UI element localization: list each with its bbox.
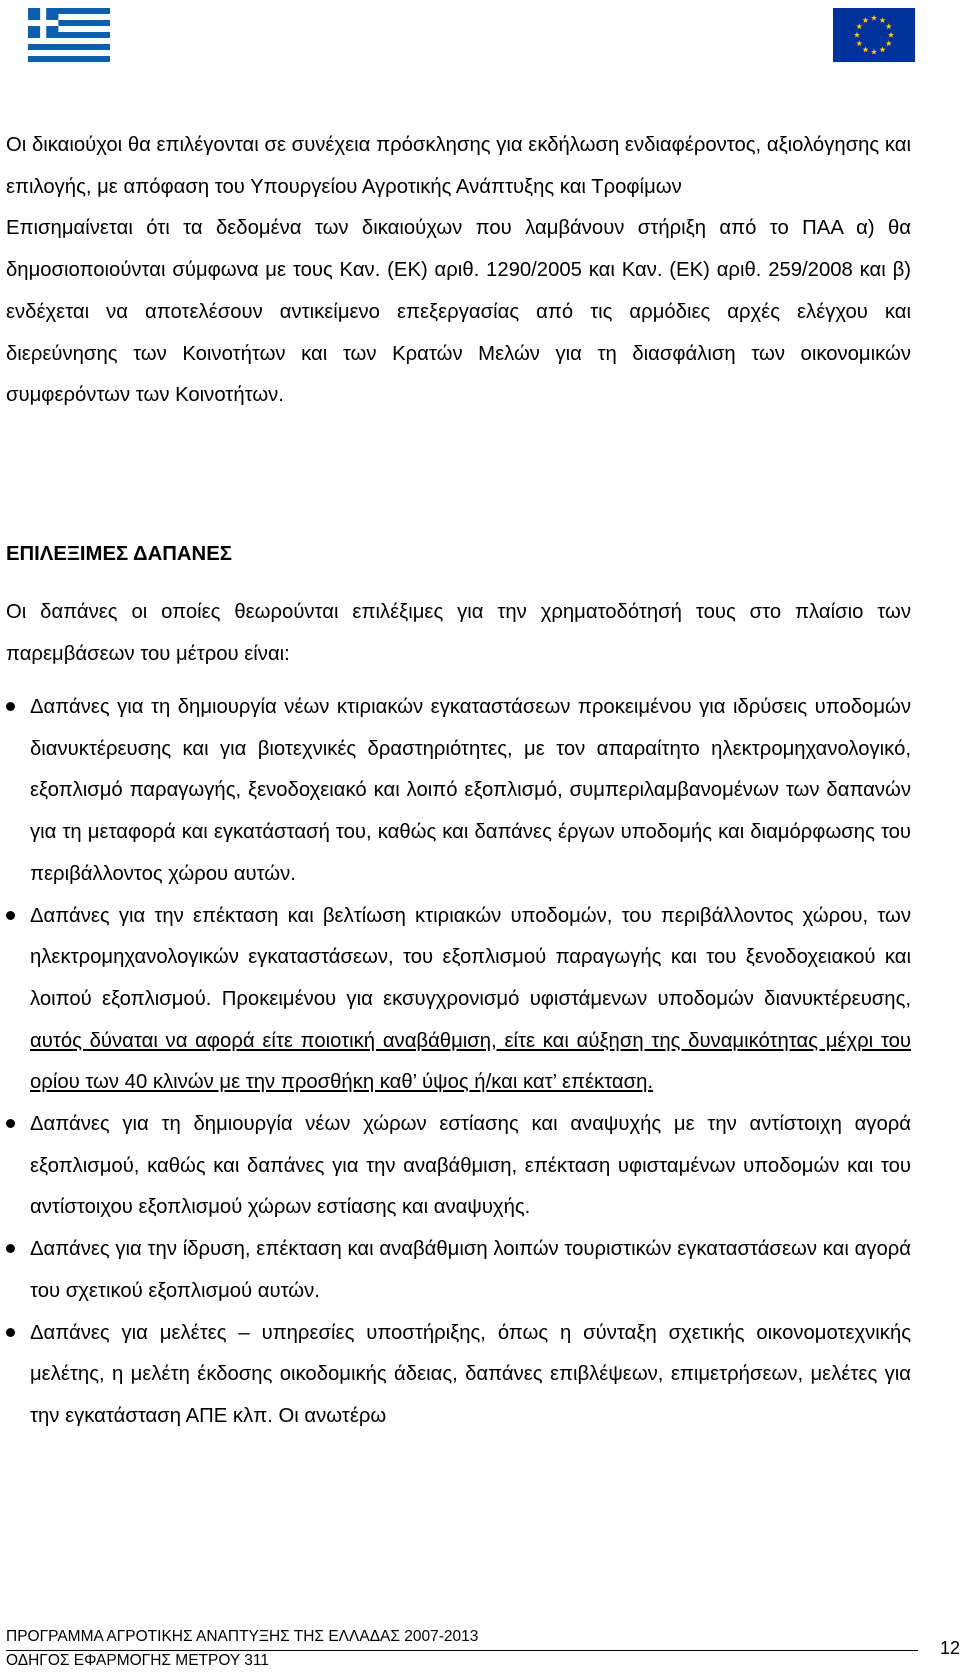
list-item-text: Δαπάνες για μελέτες – υπηρεσίες υποστήριξης, όπως η σύνταξη σχετικής οικονομοτεχνικής μελέτης, η μελέτη έκδοσης οικοδομικής άδειας, δαπάνες επιβλέψεων, επιμετρήσεων, μελέτες για την εγκατάσταση ΑΠΕ κλπ. Οι ανωτέρω (30, 1321, 911, 1427)
intro-paragraph-data-publication: Επισημαίνεται ότι τα δεδομένα των δικαιούχων που λαμβάνουν στήριξη από το ΠΑΑ α) θα δημοσιοποιούνται σύμφωνα με τους Καν. (ΕΚ) αριθ. 1290/2005 και Καν. (ΕΚ) αριθ. 259/2008 και β) ενδέχεται να αποτελέσουν αντικείμενο επεξεργασίας από τις αρμόδιες αρχές ελέγχου και διερεύνησης των Κοινοτήτων και των Κρατών Μελών για τη διασφάλιση των οικονομικών συμφερόντων των Κοινοτήτων. (6, 217, 911, 407)
eu-flag-icon (833, 8, 915, 62)
intro-paragraph-beneficiaries: Οι δικαιούχοι θα επιλέγονται σε συνέχεια πρόσκλησης για εκδήλωση ενδιαφέροντος, αξιολόγησης και επιλογής, με απόφαση του Υπουργείου Αγροτικής Ανάπτυξης και Τροφίμων (6, 134, 911, 198)
footer-divider (6, 1650, 918, 1651)
bullet-icon (6, 1328, 15, 1337)
bullet-icon (6, 911, 15, 920)
list-item-text: Δαπάνες για τη δημιουργία νέων κτιριακών εγκαταστάσεων προκειμένου για ιδρύσεις υποδομών διανυκτέρευσης και για βιοτεχνικές δραστηριότητες, με τον απαραίτητο ηλεκτρομηχανολογικό, εξοπλισμό παραγωγής, ξενοδοχειακό και λοιπό εξοπλισμό, συμπεριλαμβανομένων των δαπανών για τη μεταφορά και εγκατάστασή του, καθώς και δαπάνες έργων υποδομής και διαμόρφωσης του περιβάλλοντος χώρου αυτών. (30, 696, 911, 885)
list-item-text: Δαπάνες για την ίδρυση, επέκταση και αναβάθμιση λοιπών τουριστικών εγκαταστάσεων και αγορά του σχετικού εξοπλισμού αυτών. (30, 1238, 911, 1302)
list-item (6, 1229, 911, 1312)
greek-flag-icon (28, 8, 110, 62)
page-number: 12 (939, 1638, 960, 1658)
list-item (6, 1313, 911, 1438)
bullet-icon (6, 1119, 15, 1128)
section-heading: ΕΠΙΛΕΞΙΜΕΣ ΔΑΠΑΝΕΣ (6, 543, 232, 565)
eligible-costs-list (6, 687, 911, 1438)
footer-program-title: ΠΡΟΓΡΑΜΜΑ ΑΓΡΟΤΙΚΗΣ ΑΝΑΠΤΥΞΗΣ ΤΗΣ ΕΛΛΑΔΑΣ 2007-2013 (6, 1628, 479, 1645)
footer-guide-title: ΟΔΗΓΟΣ ΕΦΑΡΜΟΓΗΣ ΜΕΤΡΟΥ 311 (6, 1652, 269, 1669)
footer (6, 1625, 478, 1673)
section-lead: Οι δαπάνες οι οποίες θεωρούνται επιλέξιμες για την χρηματοδότησή τους στο πλαίσιο των παρεμβάσεων του μέτρου είναι: (6, 601, 911, 665)
underlined-text: αυτός δύναται να αφορά είτε ποιοτική αναβάθμιση, είτε και αύξηση της δυναμικότητας μέχρι του ορίου των 40 κλινών με την προσθήκη καθ’ ύψος ή/και κατ’ επέκταση. (30, 1029, 911, 1094)
list-item (6, 687, 911, 896)
list-item-text: Δαπάνες για την επέκταση και βελτίωση κτιριακών υποδομών, του περιβάλλοντος χώρου, των ηλεκτρομηχανολογικών εγκαταστάσεων, του εξοπλισμού παραγωγής και του ξενοδοχειακού και λοιπού εξοπλισμού. Προκειμένου για εκσυγχρονισμό υφιστάμενων υποδομών διανυκτέρευσης, (30, 904, 911, 1010)
bullet-icon (6, 1244, 15, 1253)
bullet-icon (6, 702, 15, 711)
intro-section (6, 125, 911, 417)
list-item (6, 896, 911, 1105)
list-item-text: Δαπάνες για τη δημιουργία νέων χώρων εστίασης και αναψυχής με την αντίστοιχη αγορά εξοπλισμού, καθώς και δαπάνες για την αναβάθμιση, επέκταση υφισταμένων υποδομών και του αντίστοιχου εξοπλισμού χώρων εστίασης και αναψυχής. (30, 1113, 911, 1219)
list-item (6, 1104, 911, 1229)
